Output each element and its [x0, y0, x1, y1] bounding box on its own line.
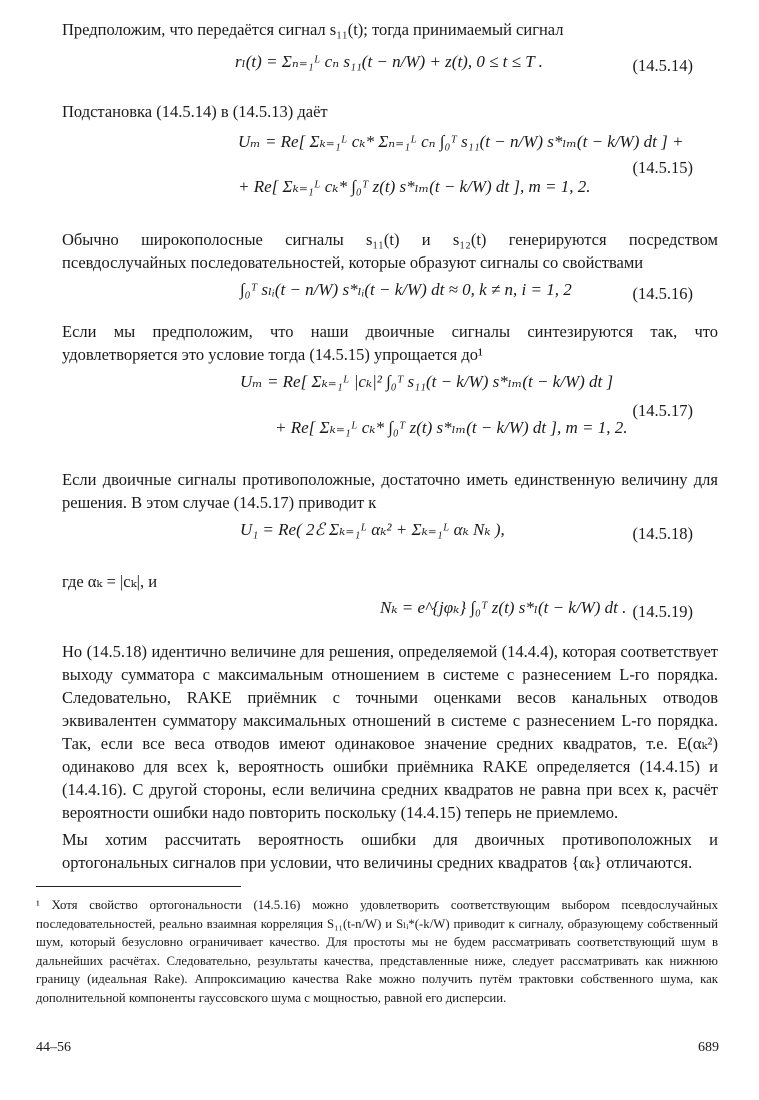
equation-number-14-5-17: (14.5.17) — [632, 401, 693, 420]
equation-number-14-5-18: (14.5.18) — [632, 524, 693, 543]
equation-14-5-17-line2: + Re[ Σₖ₌₁ᴸ cₖ* ∫₀ᵀ z(t) s*ₗₘ(t − k/W) dt ], m = 1, 2. — [275, 418, 628, 437]
equation-number-14-5-14: (14.5.14) — [632, 56, 693, 75]
paragraph-condition: Если мы предположим, что наши двоичные сигналы синтезируются так, что удовлетворяется это условие тогда (14.5.15) упрощается до¹ — [62, 322, 718, 364]
page-number: 689 — [698, 1040, 719, 1055]
footnote: ¹ Хотя свойство ортогональности (14.5.16) можно удовлетворить соответствующим выбором псевдослучайных последовательностей, реально взаимная корреляция S₁₁(t-n/W) и Sₗᵢ*(-k/W) приводит к сигналу, образующему собственный шум, который безусловно ограничивает качество. Для простоты мы не будем рассматривать соответствующий шум в дальнейших расчётах. Следовательно, результаты качества, представленные ниже, следует рассматривать как нижнюю границу (идеальная Rake). Аппроксимацию качества Rake можно получить путём трактовки собственного шума, как дополнительной компоненты гауссовского шума с мощностью, равной его дисперсии. — [36, 898, 718, 1005]
paragraph-substitution: Подстановка (14.5.14) в (14.5.13) даёт — [62, 102, 328, 121]
footnote-divider — [36, 886, 241, 887]
equation-14-5-14: rₗ(t) = Σₙ₌₁ᴸ cₙ s₁₁(t − n/W) + z(t), 0 ≤ t ≤ T . — [235, 52, 543, 71]
equation-14-5-16: ∫₀ᵀ sₗᵢ(t − n/W) s*ₗᵢ(t − k/W) dt ≈ 0, k ≠ n, i = 1, 2 — [240, 280, 572, 299]
equation-number-14-5-19: (14.5.19) — [632, 602, 693, 621]
equation-14-5-17-line1: Uₘ = Re[ Σₖ₌₁ᴸ |cₖ|² ∫₀ᵀ s₁₁(t − k/W) s*ₗₘ(t − k/W) dt ] — [240, 372, 614, 391]
page-code: 44–56 — [36, 1040, 71, 1055]
paragraph-where: где αₖ = |cₖ|, и — [62, 572, 158, 591]
equation-14-5-15-line2: + Re[ Σₖ₌₁ᴸ cₖ* ∫₀ᵀ z(t) s*ₗₘ(t − k/W) dt ], m = 1, 2. — [238, 177, 591, 196]
equation-14-5-18: U₁ = Re( 2ℰ Σₖ₌₁ᴸ αₖ² + Σₖ₌₁ᴸ αₖ Nₖ ), — [240, 520, 505, 539]
paragraph-goal: Мы хотим рассчитать вероятность ошибки для двоичных противоположных и ортогональных сигналов при условии, что величины средних квадратов {αₖ} отличаются. — [62, 830, 718, 872]
equation-number-14-5-16: (14.5.16) — [632, 284, 693, 303]
paragraph-intro: Предположим, что передаётся сигнал s₁₁(t); тогда принимаемый сигнал — [62, 20, 564, 39]
paragraph-antipodal: Если двоичные сигналы противоположные, достаточно иметь единственную величину для решения. В этом случае (14.5.17) приводит к — [62, 470, 718, 512]
equation-number-14-5-15: (14.5.15) — [632, 158, 693, 177]
paragraph-rake: Но (14.5.18) идентично величине для решения, определяемой (14.4.4), которая соответствует выходу сумматора с максимальным отношением в системе с разнесением L-го порядка. Следовательно, RAKE приёмник с точными оценками весов канальных отводов эквивалентен сумматору максимальных отношений в системе с разнесением L-го порядка. Так, если все веса отводов имеют одинаковое значение средних квадратов, т.е. E(αₖ²) одинаково для всех k, вероятность ошибки приёмника RAKE определяется (14.4.15) и (14.4.16). С другой стороны, если величина средних квадратов не равна при всех к, расчёт вероятности ошибки надо повторить поскольку (14.4.15) теперь не приемлемо. — [62, 642, 718, 822]
paragraph-wideband: Обычно широкополосные сигналы s₁₁(t) и s₁₂(t) генерируются посредством псевдослучайных последовательностей, которые образуют сигналы со свойствами — [62, 230, 718, 272]
equation-14-5-15-line1: Uₘ = Re[ Σₖ₌₁ᴸ cₖ* Σₙ₌₁ᴸ cₙ ∫₀ᵀ s₁₁(t − n/W) s*ₗₘ(t − k/W) dt ] + — [238, 132, 684, 151]
equation-14-5-19: Nₖ = e^{jφₖ} ∫₀ᵀ z(t) s*ₗ(t − k/W) dt . — [380, 598, 627, 617]
